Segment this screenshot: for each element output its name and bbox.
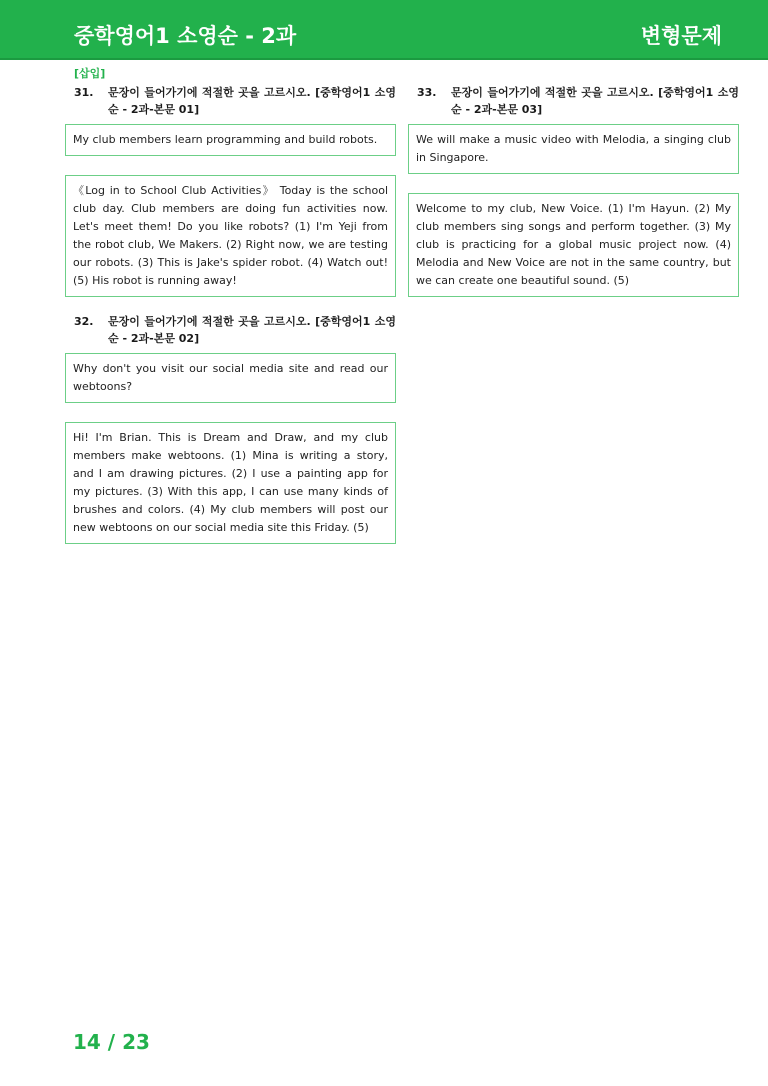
page-header [0,0,768,60]
question-number: 31. [74,86,94,99]
given-sentence-box: My club members learn programming and build robots. [65,124,396,156]
question-instruction: 문장이 들어가기에 적절한 곳을 고르시오. [중학영어1 소영순 - 2과-본문 01] [108,86,396,116]
question-title [74,84,396,118]
right-column [408,84,739,297]
question-instruction: 문장이 들어가기에 적절한 곳을 고르시오. [중학영어1 소영순 - 2과-본문 03] [451,86,739,116]
question-title [74,313,396,347]
header-category: 변형문제 [640,24,722,48]
passage-box: 《Log in to School Club Activities》 Today is the school club day. Club members are doing fun activities now. Let's meet them! Do you like robots? (1) I'm Yeji from the robot club, We Makers. (2) Right now, we are testing our robots. (3) This is Jake's spider robot. (4) Watch out! (5) His robot is running away! [65,175,396,297]
question-number: 33. [417,86,437,99]
question-32 [65,313,396,544]
given-sentence-box: Why don't you visit our social media site and read our webtoons? [65,353,396,403]
question-33 [408,84,739,297]
section-tag: [삽입] [74,67,106,80]
given-sentence-box: We will make a music video with Melodia, a singing club in Singapore. [408,124,739,174]
passage-box: Welcome to my club, New Voice. (1) I'm Hayun. (2) My club members sing songs and perform together. (3) My club is practicing for a global music project now. (4) Melodia and New Voice are not in the same country, but we can create one beautiful sound. (5) [408,193,739,297]
question-31 [65,84,396,297]
question-number: 32. [74,315,94,328]
header-title: 중학영어1 소영순 - 2과 [74,24,297,48]
passage-box: Hi! I'm Brian. This is Dream and Draw, and my club members make webtoons. (1) Mina is writing a story, and I am drawing pictures. (2) I use a painting app for my pictures. (3) With this app, I can use many kinds of brushes and colors. (4) My club members will post our new webtoons on our social media site this Friday. (5) [65,422,396,544]
question-title [417,84,739,118]
question-instruction: 문장이 들어가기에 적절한 곳을 고르시오. [중학영어1 소영순 - 2과-본문 02] [108,315,396,345]
left-column [65,84,396,544]
page-number: 14 / 23 [73,1030,150,1054]
